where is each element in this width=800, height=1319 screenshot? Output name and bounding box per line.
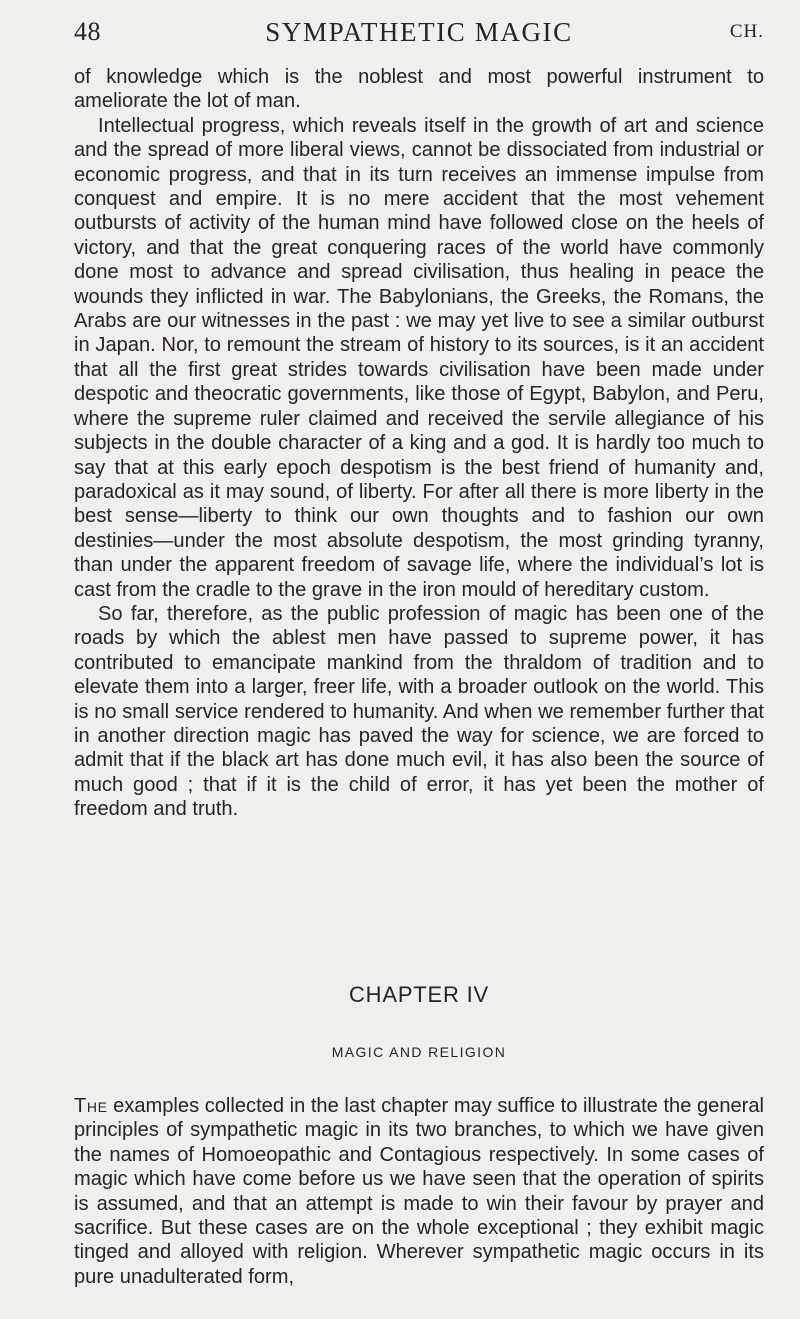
paragraph-opening-text: examples collected in the last chapter may suffice to illustrate the general principles of sympathetic magic in its two branches, to which we have given the names of Homoeopathic and Contagious respectively. In some cases of magic which have come before us we have seen that the operation of spirits is assumed, and that an attempt is made to win their favour by prayer and sacrifice. But these cases are on the whole exceptional ; they exhibit magic tinged and alloyed with religion. Wherever sympathetic magic occurs in its pure unadulterated form, xyxy=(74,1095,764,1288)
lead-word: The xyxy=(74,1095,108,1117)
chapter-subtitle: MAGIC AND RELIGION xyxy=(331,1044,507,1060)
paragraph-intellectual-progress: Intellectual progress, which reveals itself in the growth of art and science and the spread of more liberal views, cannot be dissociated from industrial or economic progress, and that in its turn receives an immense impulse from conquest and empire. It is no mere accident that the most vehement outbursts of activity of the human mind have followed close on the heels of victory, and that the great conquering races of the world have commonly done most to advance and spread civilisation, thus healing in peace the wounds they inflicted in war. The Babylonians, the Greeks, the Romans, the Arabs are our witnesses in the past : we may yet live to see a similar outburst in Japan. Nor, to remount the stream of history to its sources, is it an accident that all the first great strides towards civilisation have been made under despotic and theocratic governments, like those of Egypt, Babylon, and Peru, where the supreme ruler claimed and received the servile allegiance of his subjects in the double character of a king and a god. It is hardly too much to say that at this early epoch despotism is the best friend of humanity and, paradoxical as it may sound, of liberty. For after all there is more liberty in the best sense—liberty to think our own thoughts and to fashion our own destinies—under the most absolute despotism, the most grinding tyranny, than under the apparent freedom of savage life, where the individual’s lot is cast from the cradle to the grave in the iron mould of hereditary custom. xyxy=(74,114,764,601)
chapter-abbreviation: CH. xyxy=(729,21,764,42)
chapter-heading: CHAPTER IV xyxy=(348,982,490,1007)
paragraph-continued: of knowledge which is the noblest and most powerful instrument to ameliorate the lot of man. xyxy=(74,66,764,113)
page-number: 48 xyxy=(74,17,101,46)
paragraph-so-far: So far, therefore, as the public profession of magic has been one of the roads by which the ablest men have passed to supreme power, it has contributed to emancipate mankind from the thraldom of tradition and to elevate them into a larger, freer life, with a broader outlook on the world. This is no small service rendered to humanity. And when we remember further that in another direction magic has paved the way for science, we are forced to admit that if the black art has done much evil, it has also been the source of much good ; that if it is the child of error, it has yet been the mother of freedom and truth. xyxy=(74,602,764,821)
paragraph-opening xyxy=(74,1094,764,1289)
chapter-iii-conclusion xyxy=(74,65,764,822)
running-head xyxy=(74,14,764,50)
chapter-iv-opening xyxy=(74,1094,764,1289)
running-title: SYMPATHETIC MAGIC xyxy=(265,16,573,47)
